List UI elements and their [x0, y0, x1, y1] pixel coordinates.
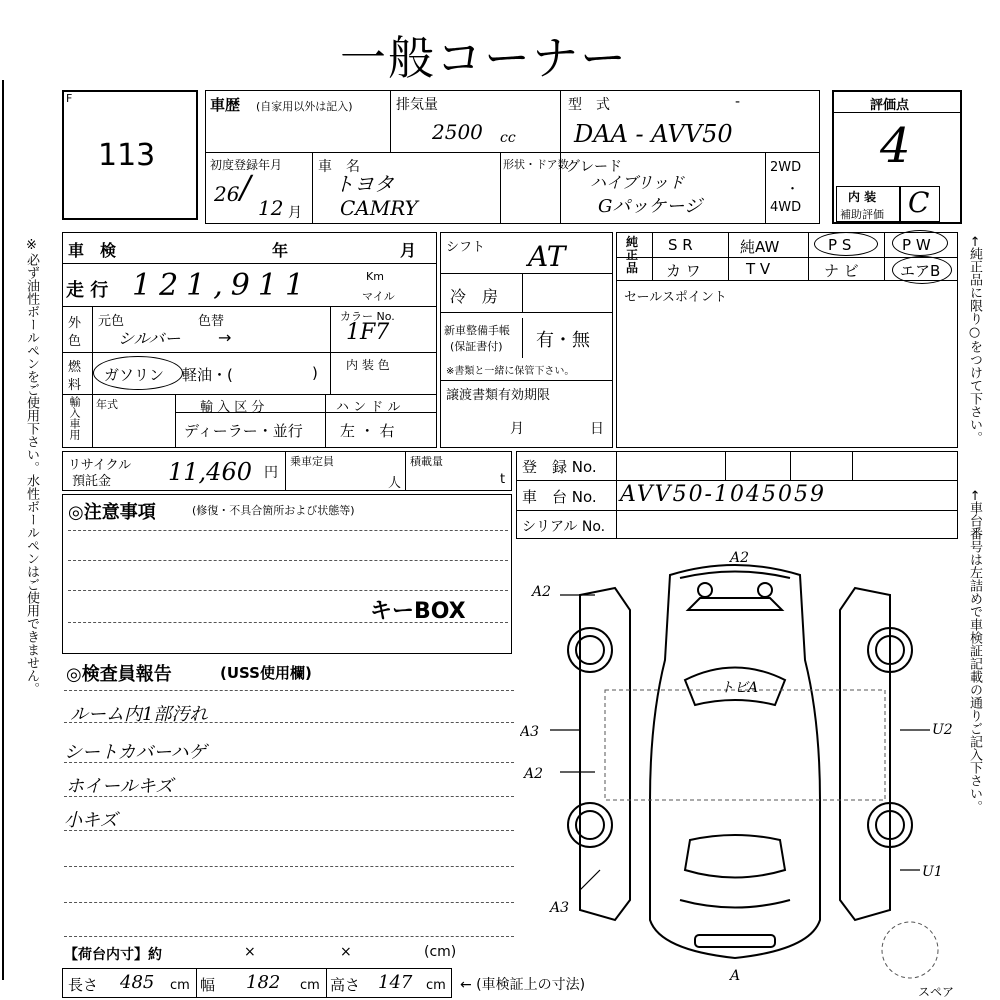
mark-windshield: トビA [720, 680, 759, 696]
car-name-label: 車 名 [318, 159, 360, 175]
shift-label: シフト [446, 240, 486, 255]
drive-4wd: 4WD [770, 200, 802, 215]
cargo-label: 【荷台内寸】約 [64, 947, 162, 963]
interior-sublabel: 補助評価 [840, 208, 884, 221]
spare-label: スペア [918, 985, 955, 999]
handle-value: 左 ・ 右 [340, 422, 395, 440]
recycle-label1: リサイクル [68, 458, 132, 473]
opt-leather: カ ワ [666, 262, 701, 280]
mark-left-door: A3 [520, 724, 540, 740]
load-label: 積載量 [410, 455, 443, 468]
repaint-label: 色替 [198, 314, 225, 329]
cargo-x2: × [340, 944, 352, 960]
recycle-unit: 円 [264, 465, 278, 481]
first-reg-label: 初度登録年月 [210, 158, 283, 172]
key-box: キーBOX [370, 599, 466, 624]
opt-sr: S R [668, 236, 693, 254]
handle-label: ハ ン ド ル [336, 400, 401, 415]
drive-2wd: 2WD [770, 160, 802, 175]
inspection-label: 車 検 [68, 241, 117, 260]
fuel-gasoline: ガソリン [104, 366, 165, 384]
length-label: 長さ [68, 976, 99, 994]
report-line-2: シートカバーハゲ [64, 742, 207, 763]
import-category-value: ディーラー・並行 [184, 422, 303, 440]
mark-left-rear: A2 [524, 766, 544, 782]
car-damage-diagram [520, 540, 960, 1000]
junsei-label: 純正品 [626, 235, 639, 275]
interior-value: C [908, 186, 930, 219]
grade-line1: ハイブリッド [590, 173, 685, 192]
shift-value: AT [528, 240, 566, 273]
width-unit: cm [300, 978, 320, 993]
height-label: 高さ [330, 976, 361, 994]
cargo-unit: (cm) [424, 944, 457, 960]
exterior-label2: 色 [68, 334, 82, 349]
mark-rear: A [730, 968, 741, 984]
interior-color-label: 内 装 色 [346, 358, 390, 372]
left-notes: ※必ず油性ボールペンをご使用下さい。水性ボールペンはご使用できません。 [24, 238, 39, 695]
drive-dot: ・ [786, 182, 800, 197]
length-unit: cm [170, 978, 190, 993]
capacity-label: 乗車定員 [290, 455, 334, 468]
mark-rear-left: A3 [550, 900, 570, 916]
opt-navi: ナ ビ [824, 262, 859, 280]
model-label: 型 式 [568, 97, 610, 113]
model-value: DAA - AVV50 [574, 120, 733, 148]
orig-color-value: シルバー [118, 329, 181, 348]
recycle-value: 11,460 [168, 458, 252, 486]
corner-mark: F [66, 92, 73, 105]
fuel-diesel: 軽油・( [182, 366, 233, 384]
first-reg-month: 12 [258, 196, 284, 220]
history-label: 車歴 [210, 96, 241, 114]
lot-number: 113 [98, 138, 156, 173]
transfer-docs-month: 月 [510, 421, 524, 437]
sales-point-label: セールスポイント [624, 290, 727, 305]
opt-ps: P S [828, 236, 852, 254]
import-label: 輸入車用 [68, 396, 81, 440]
color-no-value: 1F7 [346, 320, 390, 345]
first-reg-year: 26 [214, 182, 240, 206]
fuel-close: ) [312, 364, 318, 382]
displacement-unit: cc [500, 130, 516, 146]
warranty-label2: (保証書付) [450, 340, 503, 353]
width-value: 182 [246, 972, 281, 993]
import-year-label: 年式 [96, 398, 118, 411]
color-arrow: → [218, 328, 232, 347]
mileage-unit-mile: マイル [362, 290, 395, 303]
inspector-label: ◎検査員報告 [66, 664, 172, 685]
load-unit: t [500, 472, 506, 487]
score-label: 評価点 [870, 98, 910, 113]
inspection-month: 月 [400, 241, 417, 260]
capacity-unit: 人 [388, 476, 402, 491]
color-no-label: カラー No. [340, 310, 395, 323]
mark-right-rear: U1 [922, 864, 943, 880]
first-reg-unit: 月 [288, 205, 302, 221]
page-title: 一般コーナー [340, 31, 628, 85]
transfer-docs-label: 譲渡書類有効期限 [446, 388, 551, 403]
ac-label: 冷 房 [450, 287, 499, 306]
car-name: CAMRY [340, 196, 418, 220]
warranty-value: 有・無 [536, 330, 590, 351]
fuel-label2: 料 [68, 378, 82, 393]
cargo-x1: × [244, 944, 256, 960]
history-note: (自家用以外は記入) [256, 100, 353, 113]
orig-color-label: 元色 [98, 314, 125, 329]
height-value: 147 [378, 972, 413, 993]
left-margin-line [2, 80, 4, 980]
right-note-1: ←純正品に限り○をつけて下さい。 [967, 236, 982, 444]
report-line-3: ホイールキズ [66, 776, 174, 797]
warranty-label1: 新車整備手帳 [444, 324, 510, 337]
grade-line2: Gパッケージ [598, 196, 703, 217]
mark-front: A2 [730, 550, 750, 566]
opt-pw: P W [902, 236, 931, 254]
displacement-label: 排気量 [396, 97, 438, 113]
report-line-1: ルーム内1部汚れ [70, 704, 208, 725]
opt-airbag: エアB [900, 262, 941, 280]
fuel-label1: 燃 [68, 360, 82, 375]
opt-tv: T V [746, 260, 771, 278]
transfer-docs-day: 日 [590, 421, 604, 437]
height-unit: cm [426, 978, 446, 993]
model-dash: - [735, 94, 741, 110]
serial-label: シリアル No. [522, 519, 606, 535]
import-category-label: 輸 入 区 分 [200, 400, 265, 415]
shape-doors-label: 形状・ドア数 [503, 158, 569, 171]
chassis-label: 車 台 No. [522, 488, 597, 506]
right-note-2: ←車台番号は左詰めで車検証記載の通りご記入下さい。 [967, 490, 982, 813]
mark-right-door: U2 [932, 722, 953, 738]
interior-label: 内 装 [848, 190, 877, 204]
mileage-value: 121,911 [132, 268, 313, 303]
exterior-label1: 外 [68, 316, 82, 331]
warranty-note: ※書類と一緒に保管下さい。 [446, 366, 575, 377]
notes-sub: (修復・不具合箇所および状態等) [192, 504, 355, 517]
inspector-sub: (USS使用欄) [220, 664, 312, 682]
dims-note: ← (車検証上の寸法) [460, 977, 586, 993]
notes-label: ◎注意事項 [68, 502, 156, 523]
mileage-unit-km: Km [366, 270, 384, 283]
displacement-value: 2500 [432, 120, 483, 144]
report-line-4: 小キズ [64, 810, 118, 831]
score-value: 4 [880, 118, 911, 174]
car-maker: トヨタ [334, 172, 394, 196]
length-value: 485 [120, 972, 155, 993]
mileage-label: 走 行 [66, 280, 109, 301]
grade-label: グレード [566, 159, 622, 175]
width-label: 幅 [200, 976, 216, 994]
mark-left-front: A2 [532, 584, 552, 600]
opt-aw: 純AW [740, 238, 780, 256]
recycle-label2: 預託金 [72, 474, 112, 489]
inspection-year: 年 [272, 241, 289, 260]
registration-label: 登 録 No. [522, 458, 597, 476]
chassis-value: AVV50-1045059 [620, 482, 826, 507]
